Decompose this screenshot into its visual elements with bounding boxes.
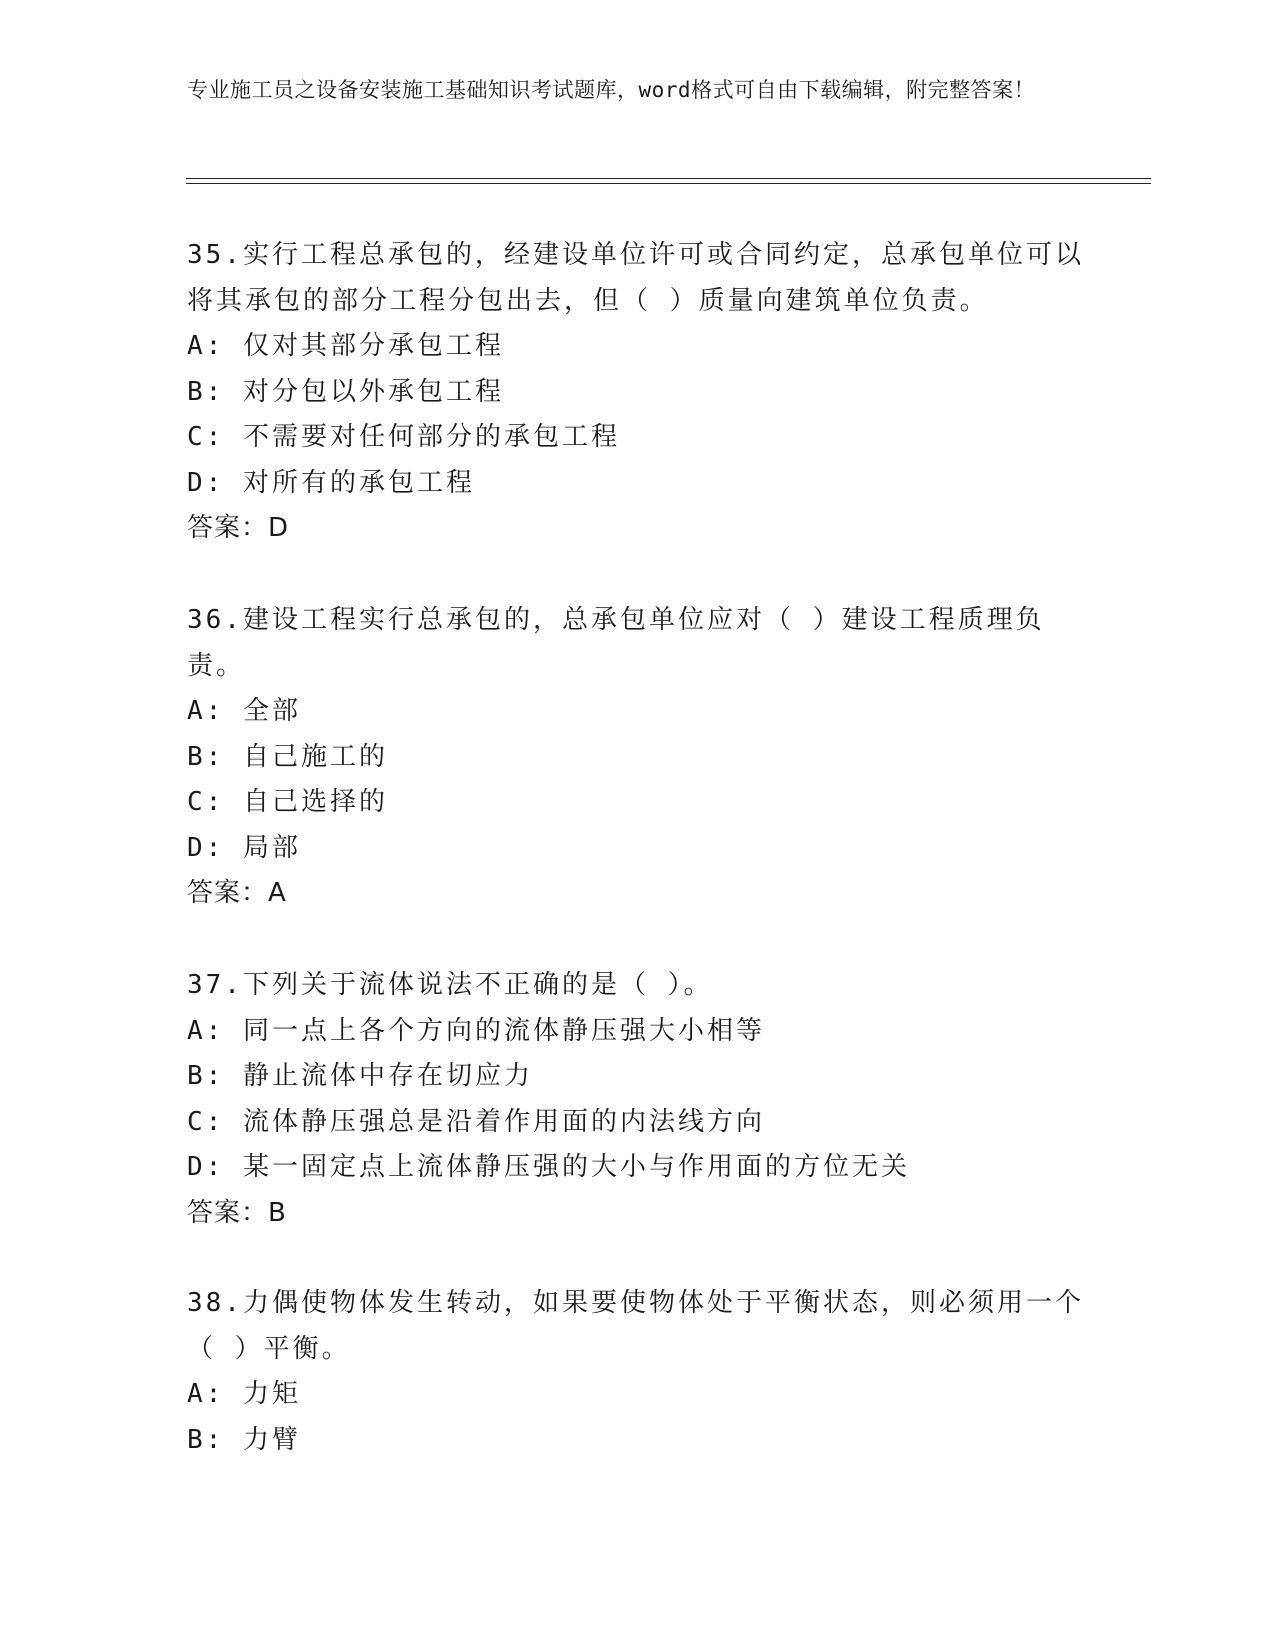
answer: 答案：B xyxy=(187,1197,287,1228)
question-stem: 36.建设工程实行总承包的，总承包单位应对（ ）建设工程质理负责。 xyxy=(187,605,1045,681)
option-a: A: 力矩 xyxy=(187,1379,301,1409)
question-stem: 37.下列关于流体说法不正确的是（ ）。 xyxy=(187,970,713,1000)
option-c: C: 不需要对任何部分的承包工程 xyxy=(187,422,620,452)
question-36 xyxy=(187,598,1087,917)
option-c: C: 自己选择的 xyxy=(187,787,388,817)
option-b: B: 自己施工的 xyxy=(187,741,388,772)
question-stem: 35.实行工程总承包的，经建设单位许可或合同约定，总承包单位可以将其承包的部分工程分包出去，但（ ）质量向建筑单位负责。 xyxy=(187,240,1084,316)
option-a: A: 仅对其部分承包工程 xyxy=(187,331,504,361)
option-a: A: 同一点上各个方向的流体静压强大小相等 xyxy=(187,1015,765,1046)
question-38 xyxy=(187,1281,1087,1463)
option-c: C: 流体静压强总是沿着作用面的内法线方向 xyxy=(187,1106,765,1137)
document-header: 专业施工员之设备安装施工基础知识考试题库，word格式可自由下载编辑，附完整答案！ xyxy=(187,78,1036,102)
question-37 xyxy=(187,963,1087,1236)
answer: 答案：A xyxy=(187,878,287,908)
header-rule-top xyxy=(186,178,1151,179)
option-a: A: 全部 xyxy=(187,696,301,726)
option-d: D: 局部 xyxy=(187,832,301,863)
header-rule-bottom xyxy=(186,183,1151,184)
option-b: B: 对分包以外承包工程 xyxy=(187,376,504,407)
option-b: B: 静止流体中存在切应力 xyxy=(187,1061,533,1091)
question-stem: 38.力偶使物体发生转动，如果要使物体处于平衡状态，则必须用一个（ ）平衡。 xyxy=(187,1288,1084,1364)
answer: 答案：D xyxy=(187,513,290,543)
question-35 xyxy=(187,233,1087,552)
option-b: B: 力臂 xyxy=(187,1424,301,1455)
option-d: D: 对所有的承包工程 xyxy=(187,467,475,498)
option-d: D: 某一固定点上流体静压强的大小与作用面的方位无关 xyxy=(187,1152,910,1182)
